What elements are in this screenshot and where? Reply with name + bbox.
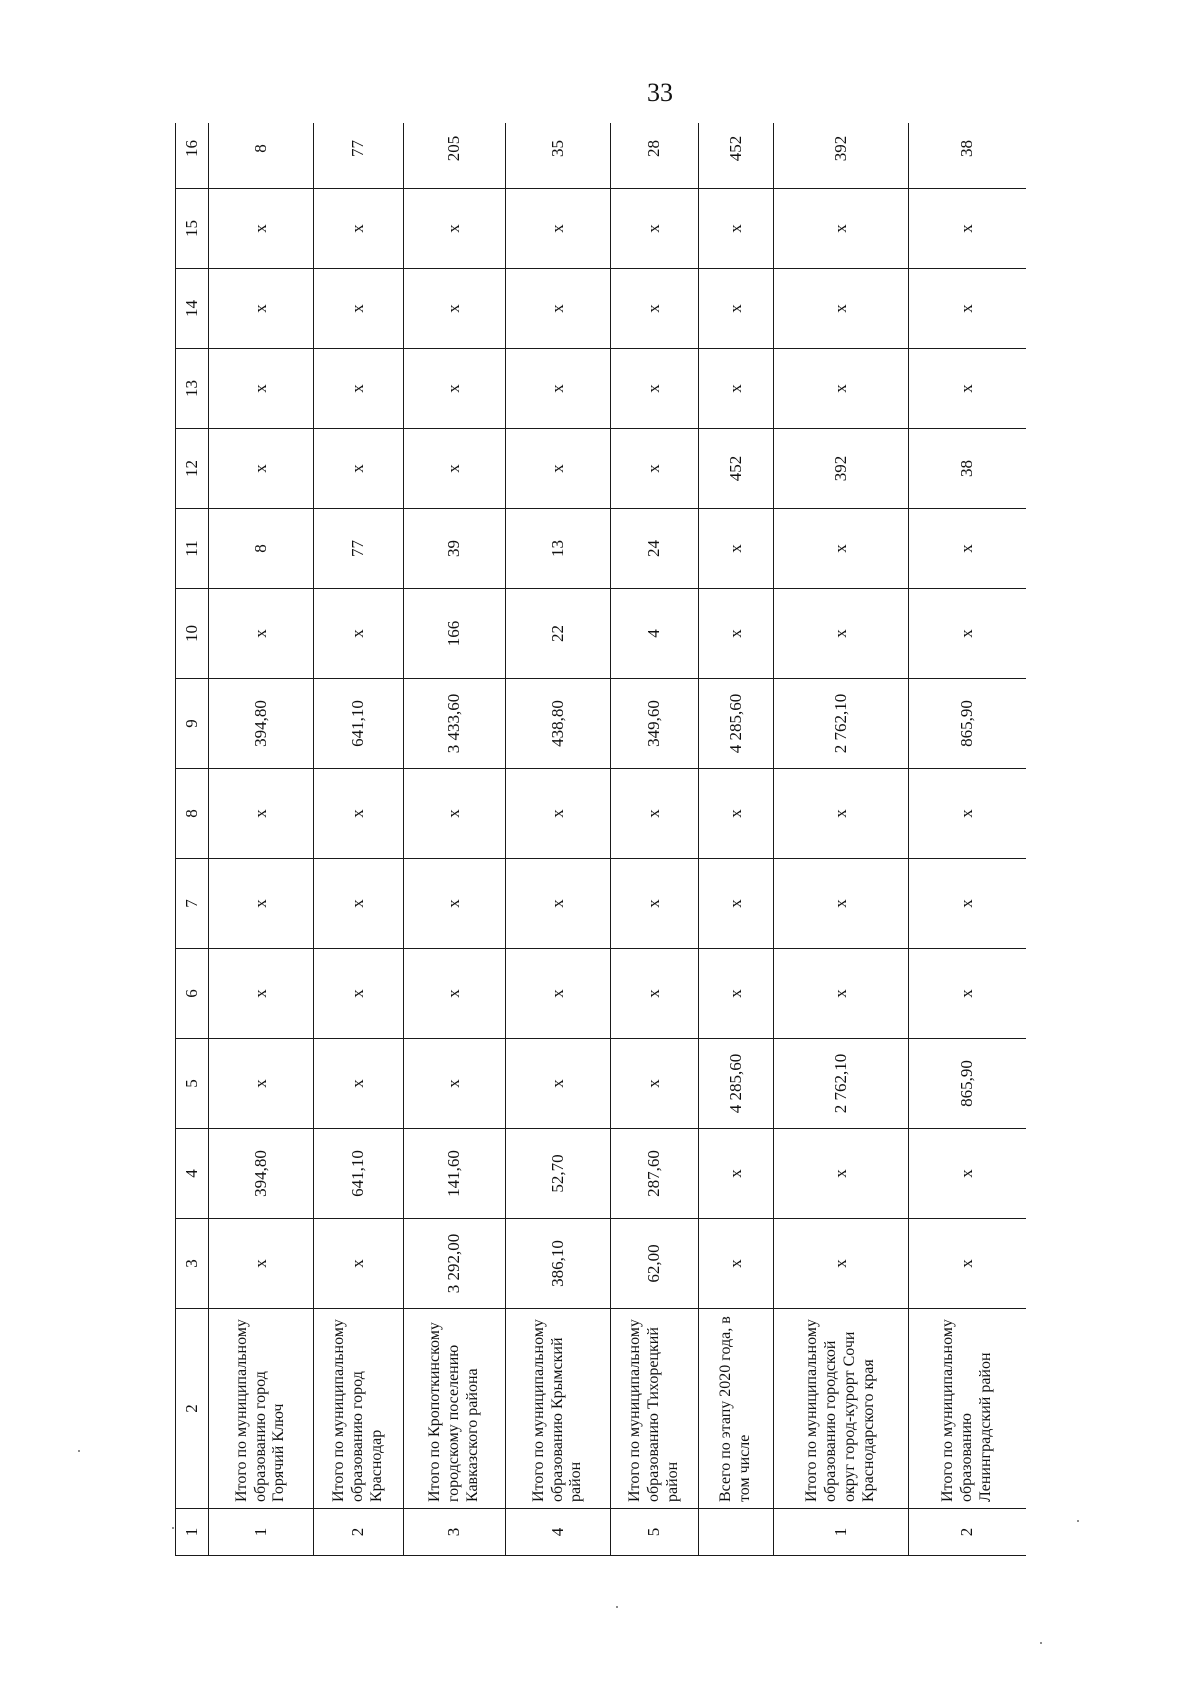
table-cell: х <box>774 949 909 1039</box>
table-cell: 641,10 <box>314 679 404 769</box>
row-number: 1 <box>774 1509 909 1556</box>
table-cell: 3 292,00 <box>404 1219 506 1309</box>
table-cell: х <box>909 509 1027 589</box>
table-cell: 38 <box>909 123 1027 189</box>
table-cell: х <box>774 589 909 679</box>
table-cell: 287,60 <box>611 1129 699 1219</box>
page-number: 33 <box>647 78 673 107</box>
column-number: 5 <box>176 1039 209 1129</box>
table-row <box>506 123 611 1556</box>
table-cell: х <box>611 189 699 269</box>
table-cell: х <box>611 429 699 509</box>
table-cell: 438,80 <box>506 679 611 769</box>
table-cell: 394,80 <box>209 1129 314 1219</box>
table-cell: х <box>699 509 774 589</box>
table-cell: х <box>506 429 611 509</box>
table-cell: х <box>909 269 1027 349</box>
table-cell: х <box>404 1039 506 1129</box>
table-cell: 452 <box>699 123 774 189</box>
table-cell: х <box>506 769 611 859</box>
row-label: Итого по Кропоткинскому городскому поселению Кавказского района <box>404 1309 506 1509</box>
table-cell: 865,90 <box>909 679 1027 769</box>
table-cell: 4 <box>611 589 699 679</box>
table-cell: х <box>404 189 506 269</box>
table-cell: х <box>611 1039 699 1129</box>
table-cell: х <box>611 859 699 949</box>
scan-speck <box>172 1527 174 1529</box>
table-row <box>774 123 909 1556</box>
table-cell: 62,00 <box>611 1219 699 1309</box>
table-cell: 77 <box>314 509 404 589</box>
table-cell: 141,60 <box>404 1129 506 1219</box>
table-cell: 8 <box>209 509 314 589</box>
column-number: 2 <box>176 1309 209 1509</box>
table-cell: х <box>314 769 404 859</box>
table-cell: х <box>611 949 699 1039</box>
table-cell: х <box>209 949 314 1039</box>
row-label: Итого по муниципальному образованию городской округ город-курорт Сочи Краснодарского края <box>774 1309 909 1509</box>
table-cell: 28 <box>611 123 699 189</box>
table-row <box>209 123 314 1556</box>
table-row <box>404 123 506 1556</box>
table-cell: х <box>774 189 909 269</box>
table-cell: х <box>909 949 1027 1039</box>
table-cell: х <box>209 859 314 949</box>
column-number-row <box>176 123 209 1556</box>
table-cell: х <box>209 349 314 429</box>
table-cell: х <box>209 769 314 859</box>
table-row <box>699 123 774 1556</box>
column-number: 13 <box>176 349 209 429</box>
table-cell: х <box>909 189 1027 269</box>
table-cell: х <box>774 1219 909 1309</box>
table-cell: 3 433,60 <box>404 679 506 769</box>
table-cell: х <box>314 269 404 349</box>
row-number <box>699 1509 774 1556</box>
column-number: 12 <box>176 429 209 509</box>
table-cell: х <box>611 269 699 349</box>
column-number: 7 <box>176 859 209 949</box>
table-cell: 77 <box>314 123 404 189</box>
table-cell: 865,90 <box>909 1039 1027 1129</box>
table-cell: х <box>909 859 1027 949</box>
table-cell: х <box>404 429 506 509</box>
column-number: 3 <box>176 1219 209 1309</box>
table-cell: х <box>209 189 314 269</box>
row-label: Итого по муниципальному образованию Ленинградский район <box>909 1309 1027 1509</box>
column-number: 15 <box>176 189 209 269</box>
table-cell: х <box>909 589 1027 679</box>
table-cell: х <box>404 769 506 859</box>
table-cell: х <box>314 949 404 1039</box>
table-cell: х <box>774 1129 909 1219</box>
row-number: 2 <box>314 1509 404 1556</box>
row-number: 2 <box>909 1509 1027 1556</box>
table-cell: х <box>314 859 404 949</box>
table-cell: х <box>506 269 611 349</box>
table-cell: 386,10 <box>506 1219 611 1309</box>
column-number: 9 <box>176 679 209 769</box>
scan-speck <box>1077 1520 1079 1522</box>
table-cell: х <box>774 269 909 349</box>
row-number: 5 <box>611 1509 699 1556</box>
row-number: 4 <box>506 1509 611 1556</box>
row-number: 1 <box>209 1509 314 1556</box>
table-cell: х <box>699 189 774 269</box>
data-table <box>175 123 1026 1556</box>
column-number: 6 <box>176 949 209 1039</box>
table-cell: 394,80 <box>209 679 314 769</box>
column-number: 14 <box>176 269 209 349</box>
table-row <box>314 123 404 1556</box>
table-row <box>909 123 1027 1556</box>
row-label: Итого по муниципальному образованию город Горячий Ключ <box>209 1309 314 1509</box>
table-cell: 2 762,10 <box>774 679 909 769</box>
row-number: 3 <box>404 1509 506 1556</box>
table-cell: х <box>699 1219 774 1309</box>
table-cell: х <box>699 769 774 859</box>
table-cell: х <box>404 349 506 429</box>
table-cell: 35 <box>506 123 611 189</box>
table-cell: х <box>909 349 1027 429</box>
table-cell: х <box>209 1219 314 1309</box>
table-cell: х <box>699 349 774 429</box>
column-number: 10 <box>176 589 209 679</box>
table-cell: х <box>209 429 314 509</box>
table-cell: х <box>909 1219 1027 1309</box>
table-cell: х <box>506 859 611 949</box>
table-cell: 452 <box>699 429 774 509</box>
table-cell: х <box>404 859 506 949</box>
table-cell: х <box>774 859 909 949</box>
scan-speck <box>1040 1642 1042 1644</box>
table-cell: 205 <box>404 123 506 189</box>
table-cell: 166 <box>404 589 506 679</box>
table-cell: 13 <box>506 509 611 589</box>
column-number: 16 <box>176 123 209 189</box>
table-cell: х <box>699 949 774 1039</box>
row-label: Всего по этапу 2020 года, в том числе <box>699 1309 774 1509</box>
table-cell: х <box>314 349 404 429</box>
table-cell: х <box>404 269 506 349</box>
table-cell: х <box>699 589 774 679</box>
column-number: 1 <box>176 1509 209 1556</box>
table-cell: 4 285,60 <box>699 679 774 769</box>
table-cell: х <box>209 269 314 349</box>
column-number: 8 <box>176 769 209 859</box>
table-cell: х <box>314 589 404 679</box>
table-cell: х <box>314 1219 404 1309</box>
table-cell: х <box>506 949 611 1039</box>
row-label: Итого по муниципальному образованию город Краснодар <box>314 1309 404 1509</box>
table-cell: х <box>314 189 404 269</box>
table-cell: 52,70 <box>506 1129 611 1219</box>
table-cell: 38 <box>909 429 1027 509</box>
table-cell: х <box>404 949 506 1039</box>
column-number: 11 <box>176 509 209 589</box>
table-cell: х <box>699 859 774 949</box>
table-cell: 641,10 <box>314 1129 404 1219</box>
table-cell: х <box>209 1039 314 1129</box>
table-cell: х <box>611 349 699 429</box>
table-cell: х <box>506 1039 611 1129</box>
table-cell: х <box>209 589 314 679</box>
table-cell: х <box>774 769 909 859</box>
table-cell: 22 <box>506 589 611 679</box>
column-number: 4 <box>176 1129 209 1219</box>
table-cell: 39 <box>404 509 506 589</box>
row-label: Итого по муниципальному образованию Тихорецкий район <box>611 1309 699 1509</box>
table-cell: 392 <box>774 123 909 189</box>
table-cell: х <box>699 1129 774 1219</box>
table-cell: 8 <box>209 123 314 189</box>
table-cell: х <box>314 1039 404 1129</box>
scan-speck <box>616 1606 618 1608</box>
table-cell: 2 762,10 <box>774 1039 909 1129</box>
table-cell: х <box>314 429 404 509</box>
table-cell: х <box>774 349 909 429</box>
table-cell: х <box>699 269 774 349</box>
table-cell: 4 285,60 <box>699 1039 774 1129</box>
table-row <box>611 123 699 1556</box>
table-cell: х <box>774 509 909 589</box>
row-label: Итого по муниципальному образованию Крымский район <box>506 1309 611 1509</box>
table-cell: х <box>611 769 699 859</box>
table-cell: 349,60 <box>611 679 699 769</box>
table-cell: х <box>506 189 611 269</box>
table-cell: 24 <box>611 509 699 589</box>
rotated-table-container <box>175 123 1026 1556</box>
table-cell: х <box>506 349 611 429</box>
table-cell: 392 <box>774 429 909 509</box>
table-cell: х <box>909 1129 1027 1219</box>
table-cell: х <box>909 769 1027 859</box>
scan-speck <box>78 1450 80 1452</box>
